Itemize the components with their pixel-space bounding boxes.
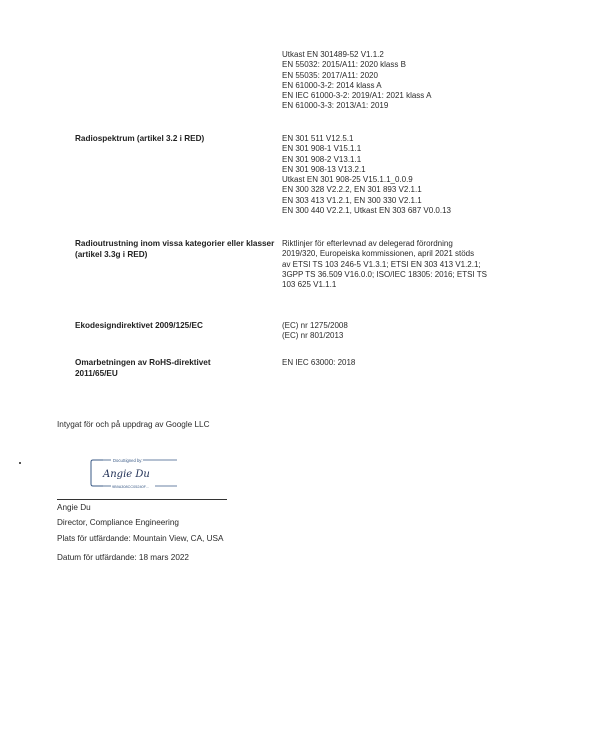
standards-list	[282, 239, 544, 290]
scan-mark	[19, 462, 21, 464]
envelope-id: 9B9A308CC05240F...	[112, 485, 149, 489]
signature-line	[57, 499, 227, 500]
standard-line: EN 300 328 V2.2.2, EN 301 893 V2.1.1	[282, 185, 422, 195]
standard-line: EN 301 908-13 V13.2.1	[282, 164, 366, 174]
standards-list	[282, 358, 544, 368]
standard-line: EN 301 908-2 V13.1.1	[282, 154, 362, 164]
standard-line: Utkast EN 301 908-25 V15.1.1_0.0.9	[282, 175, 413, 185]
standard-line: Riktlinjer för efterlevnad av delegerad förordning	[282, 239, 453, 248]
standard-line: (EC) nr 801/2013	[282, 331, 344, 341]
signer-name: Angie Du	[57, 503, 91, 512]
section-label: Ekodesigndirektivet 2009/125/EC	[75, 321, 203, 330]
standard-line: EN 301 511 V12.5.1	[282, 134, 354, 143]
standard-line: EN 55035: 2017/A11: 2020	[282, 70, 378, 80]
standard-line: av ETSI TS 103 246-5 V1.3.1; ETSI EN 303 413 V1.2.1;	[282, 259, 481, 269]
handwritten-signature: Angie Du	[103, 469, 150, 480]
standard-line: 3GPP TS 36.509 V16.0.0; ISO/IEC 18305: 2016; ETSI TS	[282, 269, 488, 279]
docusign-bracket-icon	[89, 456, 181, 490]
standard-line: EN 61000-3-2: 2014 klass A	[282, 80, 382, 90]
section-label: Omarbetningen av RoHS-direktivet 2011/65/EU	[75, 358, 211, 378]
standard-line: Utkast EN 301489-52 V1.1.2	[282, 50, 384, 59]
issue-place: Plats för utfärdande: Mountain View, CA, USA	[57, 534, 224, 543]
docusign-signature	[89, 456, 181, 490]
section-label: Radiospektrum (artikel 3.2 i RED)	[75, 134, 205, 143]
standard-line: EN 55032: 2015/A11: 2020 klass B	[282, 60, 406, 70]
standard-line: EN 301 908-1 V15.1.1	[282, 144, 362, 154]
standard-line: (EC) nr 1275/2008	[282, 321, 348, 330]
standard-line: EN IEC 63000: 2018	[282, 358, 356, 367]
section-label: Radioutrustning inom vissa kategorier eller klasser (artikel 3.3g i RED)	[75, 239, 275, 259]
standard-line: EN 300 440 V2.2.1, Utkast EN 303 687 V0.0.13	[282, 206, 451, 216]
attestation-text: Intygat för och på uppdrag av Google LLC	[57, 420, 210, 429]
standard-line: EN IEC 61000-3-2: 2019/A1: 2021 klass A	[282, 91, 432, 101]
signer-title: Director, Compliance Engineering	[57, 518, 179, 527]
issue-date: Datum för utfärdande: 18 mars 2022	[57, 553, 189, 562]
standard-line: 103 625 V1.1.1	[282, 280, 337, 290]
standards-list	[282, 134, 544, 216]
docusign-header: DocuSigned by:	[113, 458, 143, 463]
standards-list	[282, 50, 544, 112]
standards-list	[282, 321, 544, 342]
standard-line: EN 303 413 V1.2.1, EN 300 330 V2.1.1	[282, 195, 422, 205]
standard-line: 2019/320, Europeiska kommissionen, april 2021 stöds	[282, 249, 475, 259]
standard-line: EN 61000-3-3: 2013/A1: 2019	[282, 101, 389, 111]
